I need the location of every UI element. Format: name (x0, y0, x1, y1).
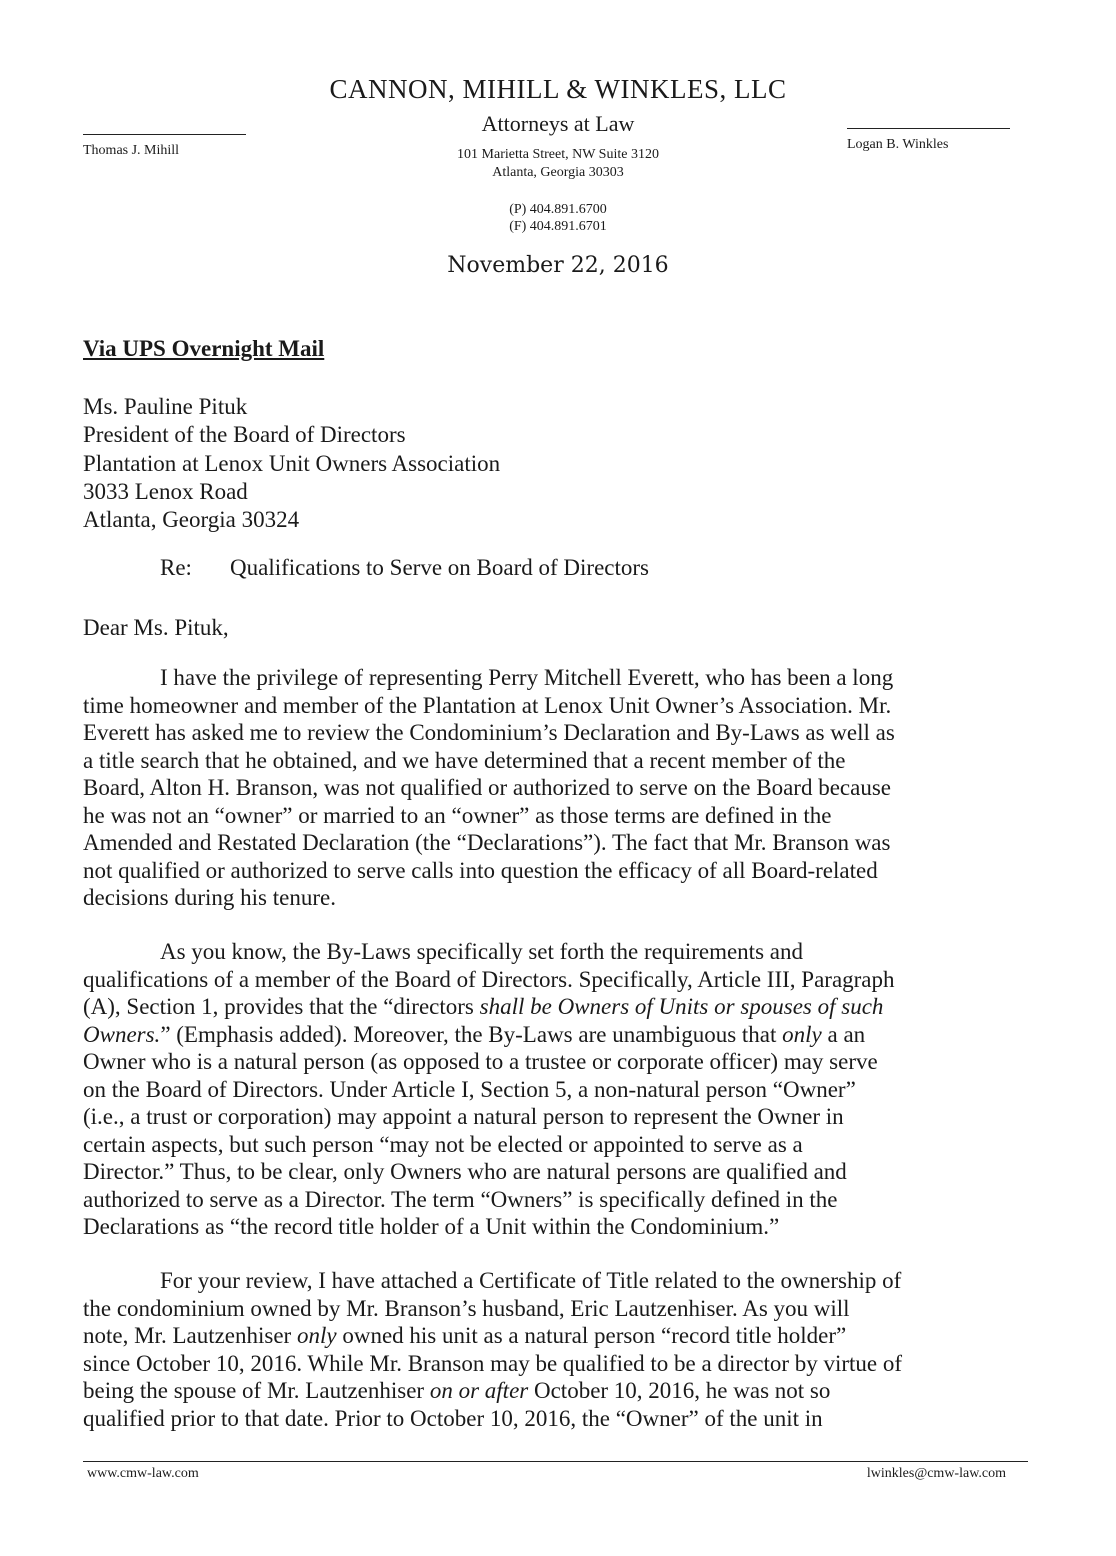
paragraph-line: Owner who is a natural person (as opposed to a trustee or corporate officer) may serve (83, 1049, 878, 1074)
firm-subtitle: Attorneys at Law (481, 111, 635, 136)
emphasis-text: Owners. (83, 1021, 161, 1047)
paragraph-line: For your review, I have attached a Certificate of Title related to the ownership of (160, 1268, 902, 1293)
text-run: a an (821, 1021, 866, 1047)
paragraph-line: Director.” Thus, to be clear, only Owners who are natural persons are qualified and (83, 1159, 847, 1184)
paragraph-3 (83, 1267, 1043, 1432)
footer-email: lwinkles@cmw-law.com (866, 1466, 1006, 1481)
text-run: October 10, 2016, he was not so (528, 1378, 831, 1403)
emphasis-text: only (296, 1323, 337, 1348)
paragraph-1 (83, 664, 1043, 912)
text-run: ” (Emphasis added). Moreover, the By-Laws are unambiguous that (160, 1021, 783, 1047)
paragraph-line: qualifications of a member of the Board of Directors. Specifically, Article III, Paragraph (83, 966, 895, 992)
left-header-rule (83, 134, 246, 135)
text-run: owned his unit as a natural person “record title holder” (336, 1323, 847, 1348)
paragraph-line: Board, Alton H. Branson, was not qualified or authorized to serve on the Board because (83, 775, 891, 800)
paragraph-line (83, 1377, 1043, 1405)
paragraph-line: decisions during his tenure. (83, 885, 336, 910)
letter-date: November 22, 2016 (447, 253, 669, 278)
paragraph-line: time homeowner and member of the Plantation at Lenox Unit Owner’s Association. Mr. (83, 692, 892, 718)
paragraph-line: Declarations as “the record title holder of a Unit within the Condominium.” (83, 1214, 780, 1239)
re-label: Re: (160, 555, 192, 580)
recipient-organization: Plantation at Lenox Unit Owners Association (83, 450, 501, 476)
footer-website: www.cmw-law.com (87, 1466, 199, 1481)
paragraph-line: on the Board of Directors. Under Article I, Section 5, a non-natural person “Owner” (83, 1076, 856, 1102)
paragraph-line (83, 993, 1043, 1021)
paragraph-line (83, 1322, 1043, 1350)
text-run: (A), Section 1, provides that the “directors (83, 994, 480, 1019)
paragraph-line: I have the privilege of representing Perry Mitchell Everett, who has been a long (160, 665, 894, 690)
paragraph-line: qualified prior to that date. Prior to October 10, 2016, the “Owner” of the unit in (83, 1405, 823, 1431)
text-run: being the spouse of Mr. Lautzenhiser (83, 1378, 430, 1403)
footer-rule (83, 1461, 1028, 1462)
partner-right: Logan B. Winkles (847, 137, 949, 152)
paragraph-line: a title search that he obtained, and we have determined that a recent member of the (83, 747, 846, 773)
paragraph-line: certain aspects, but such person “may not be elected or appointed to serve as a (83, 1131, 803, 1157)
emphasis-text: only (782, 1021, 822, 1047)
firm-fax: (F) 404.891.6701 (509, 219, 607, 234)
paragraph-2 (83, 938, 1043, 1241)
paragraph-line: As you know, the By-Laws specifically set forth the requirements and (160, 939, 803, 964)
salutation: Dear Ms. Pituk, (83, 615, 229, 640)
delivery-method: Via UPS Overnight Mail (83, 336, 325, 361)
recipient-city: Atlanta, Georgia 30324 (83, 507, 300, 533)
recipient-name: Ms. Pauline Pituk (83, 394, 248, 419)
paragraph-line: (i.e., a trust or corporation) may appoint a natural person to represent the Owner in (83, 1104, 844, 1129)
emphasis-text: on or after (429, 1378, 529, 1403)
re-subject: Qualifications to Serve on Board of Directors (230, 555, 649, 580)
paragraph-line: he was not an “owner” or married to an “owner” as those terms are defined in the (83, 802, 832, 828)
recipient-address (83, 393, 500, 534)
emphasis-text: shall be Owners of Units or spouses of such (479, 994, 884, 1019)
paragraph-line: Amended and Restated Declaration (the “Declarations”). The fact that Mr. Branson was (83, 830, 891, 855)
text-run: note, Mr. Lautzenhiser (83, 1323, 297, 1348)
paragraph-line (83, 1021, 1043, 1049)
paragraph-line: since October 10, 2016. While Mr. Branson may be qualified to be a director by virtue of (83, 1350, 903, 1376)
paragraph-line: Everett has asked me to review the Condominium’s Declaration and By-Laws as well as (83, 720, 895, 745)
recipient-title: President of the Board of Directors (83, 422, 406, 448)
firm-address-line1: 101 Marietta Street, NW Suite 3120 (457, 147, 659, 162)
right-header-rule (847, 128, 1010, 129)
paragraph-line: not qualified or authorized to serve calls into question the efficacy of all Board-related (83, 857, 878, 883)
partner-left: Thomas J. Mihill (83, 143, 180, 158)
firm-name: CANNON, MIHILL & WINKLES, LLC (329, 74, 787, 104)
re-line (160, 555, 649, 581)
paragraph-line: the condominium owned by Mr. Branson’s husband, Eric Lautzenhiser. As you will (83, 1295, 850, 1321)
paragraph-line: authorized to serve as a Director. The term “Owners” is specifically defined in the (83, 1186, 838, 1212)
recipient-street: 3033 Lenox Road (83, 478, 248, 504)
firm-phone: (P) 404.891.6700 (509, 202, 607, 217)
firm-address-line2: Atlanta, Georgia 30303 (492, 165, 624, 180)
